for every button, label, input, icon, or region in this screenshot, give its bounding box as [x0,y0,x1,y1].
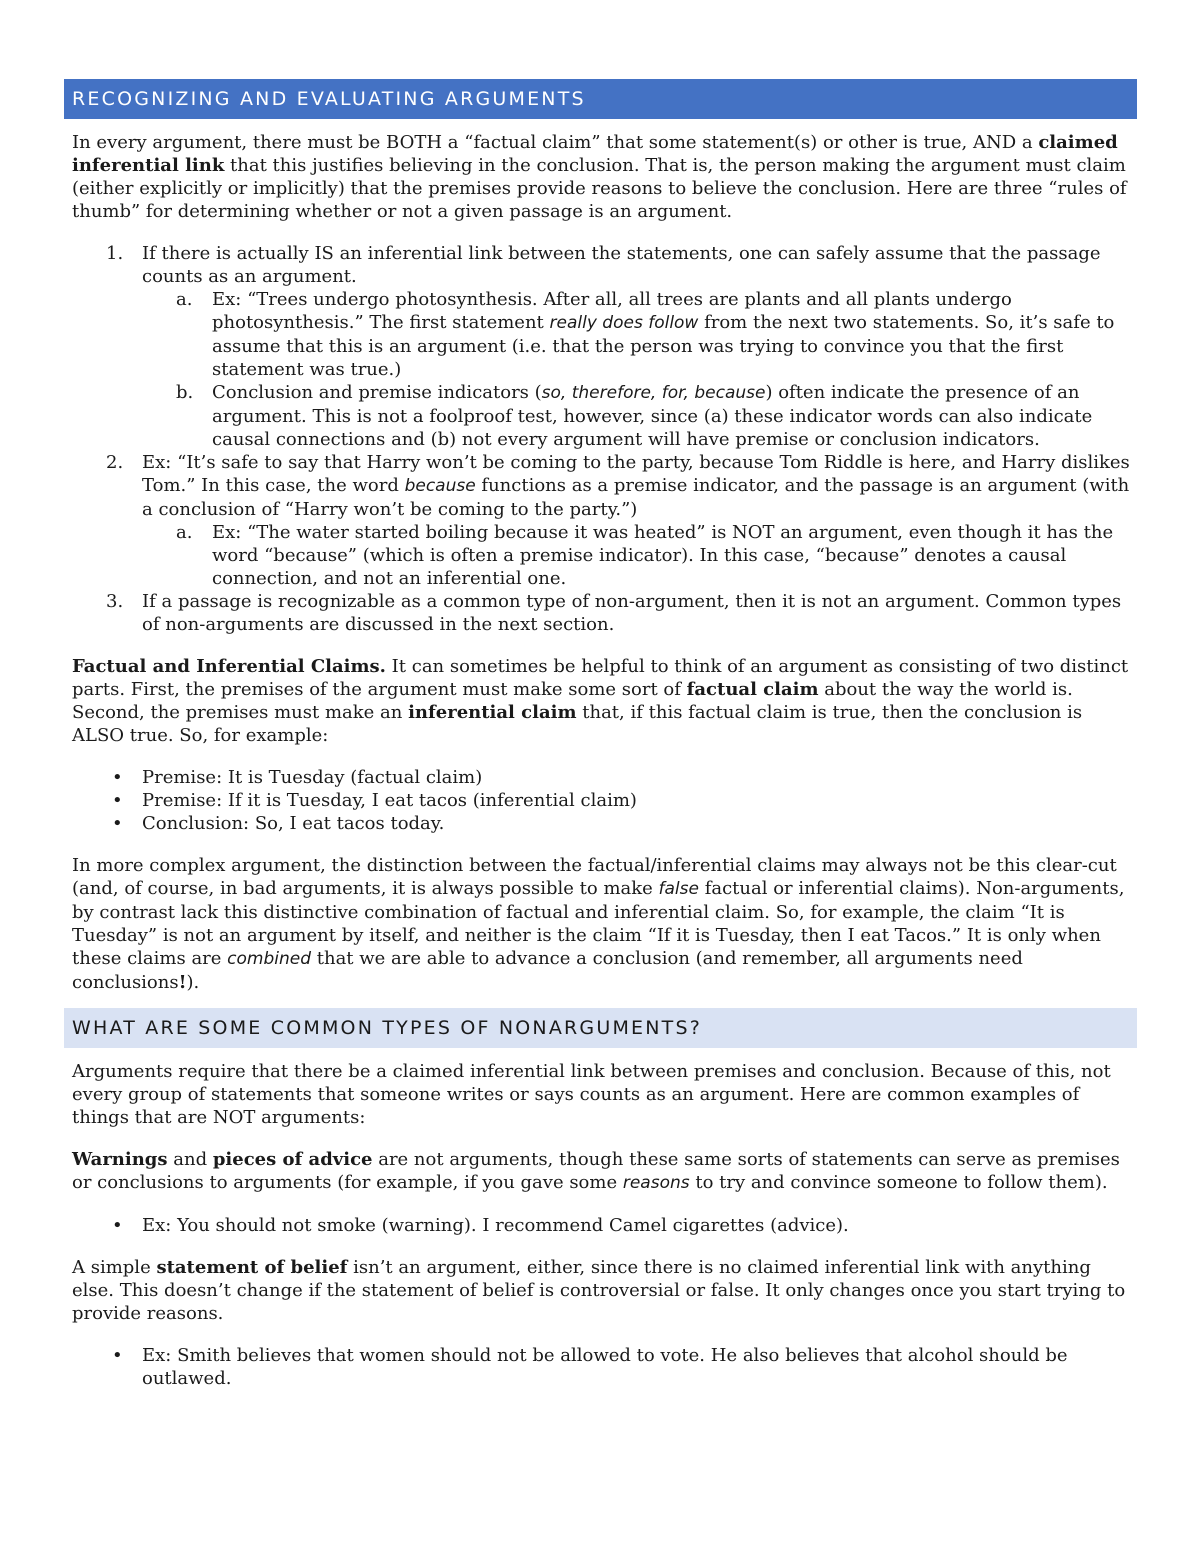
warning-example-list [64,1214,1137,1237]
rule-1a-emphasis: really does follow [549,313,699,333]
belief-example-list [64,1344,1137,1390]
list-item [64,1214,1137,1237]
intro-text-2: that this justifies believing in the conclusion. That is, the person making the argument must claim (either explicitly or implicitly) that the premises provide reasons to believe the conclusion. Here are three “rules of thumb” for determining whether or not a given passage is an argument. [72,155,1127,222]
rule-3-text: If a passage is recognizable as a common type of non-argument, then it is not an argument. Common types of non-arguments are discussed in the next section. [142,591,1122,635]
rule-2-text-1: Ex: “It’s safe to say that Harry won’t be coming to the party, because Tom Riddle is here, and Harry dislikes Tom.” In this case, the word [142,452,1130,496]
intro-bold: claimed inferential link [72,132,1118,176]
rule-1b-emphasis: so, therefore, for, because [541,383,766,403]
rule-1-text: If there is actually IS an inferential link between the statements, one can safely assume that the passage counts as an argument. [142,243,1101,287]
rule-2-sub-a [64,521,1137,590]
rule-2a-text: Ex: “The water started boiling because it was heated” is NOT an argument, even though it has the word “because” (which is often a premise indicator). In this case, “because” denotes a causal connection, and not an inferential one. [212,522,1114,589]
rules-of-thumb-list [64,242,1137,636]
list-marker: 1. [106,243,124,264]
bullet-icon: • [112,790,123,811]
rule-1b-text-2: ) often indicate the presence of an argument. This is not a foolproof test, however, since (a) these indicator words can also indicate causal connections and (b) not every argument will have premise or conclusion indicators. [212,382,1093,450]
factual-text-3: that, if this factual claim is true, then the conclusion is ALSO true. So, for example: [72,702,1083,746]
factual-inferential-paragraph [64,655,1137,747]
bullet-icon: • [112,767,123,788]
list-marker: a. [176,289,193,310]
rule-1 [64,242,1137,288]
belief-paragraph [64,1256,1137,1325]
complex-emphasis-1: false [658,879,699,899]
advice-bold: pieces of advice [212,1149,373,1170]
rule-1-sub-a [64,288,1137,381]
belief-text-1: A simple [72,1257,157,1278]
belief-text-2: isn’t an argument, either, since there is no claimed inferential link with anything else. This doesn’t change if the statement of belief is controversial or false. It only changes once you start trying to provide reasons. [72,1257,1126,1324]
rule-2-emphasis: because [404,476,476,496]
bullet-text: Ex: You should not smoke (warning). I recommend Camel cigarettes (advice). [142,1215,849,1236]
list-item [64,812,1137,835]
complex-text-4: ). [186,972,200,993]
section-heading-recognizing: RECOGNIZING AND EVALUATING ARGUMENTS [64,79,1137,119]
list-marker: b. [176,382,194,403]
factual-bold-3: inferential claim [408,702,577,723]
bullet-icon: • [112,813,123,834]
warnings-text-3: to try and convince someone to follow them). [689,1172,1108,1193]
complex-argument-paragraph [64,854,1137,994]
bullet-text: Ex: Smith believes that women should not be allowed to vote. He also believes that alcohol should be outlawed. [142,1345,1068,1389]
bullet-text: Premise: If it is Tuesday, I eat tacos (inferential claim) [142,790,637,811]
list-item [64,1344,1137,1390]
rule-1b-text-1: Conclusion and premise indicators ( [212,382,542,403]
warnings-text-1: and [167,1149,213,1170]
factual-heading-bold: Factual and Inferential Claims. [72,656,386,677]
rule-2 [64,451,1137,521]
factual-bold-2: factual claim [686,679,819,700]
belief-bold: statement of belief [156,1257,348,1278]
complex-text-1: In more complex argument, the distinction between the factual/inferential claims may always not be this clear-cut (and, of course, in bad arguments, it is always possible to make [72,855,1117,899]
complex-text-2: factual or inferential claims). Non-arguments, by contrast lack this distinctive combination of factual and inferential claim. So, for example, the claim “It is Tuesday” is not an argument by itself, and neither is the claim “If it is Tuesday, then I eat Tacos.” It is only when these claims are [72,878,1125,969]
warnings-paragraph [64,1148,1137,1195]
list-item [64,789,1137,812]
bullet-icon: • [112,1215,123,1236]
factual-text-2: about the way the world is. Second, the premises must make an [72,679,1073,723]
list-marker: a. [176,522,193,543]
list-item [64,766,1137,789]
warnings-bold: Warnings [72,1149,168,1170]
complex-bold: ! [178,972,187,993]
document-page [64,79,1137,1390]
nonarguments-intro: Arguments require that there be a claimed inferential link between premises and conclusion. Because of this, not every group of statements that someone writes or says counts as an argument. Here are common examples of things that are NOT arguments: [72,1061,1111,1128]
complex-text-3: that we are able to advance a conclusion (and remember, all arguments need conclusions [72,948,1023,993]
warnings-text-2: are not arguments, though these same sorts of statements can serve as premises or conclusions to arguments (for example, if you gave some [72,1149,1120,1193]
rule-3 [64,590,1137,636]
intro-paragraph [64,131,1137,223]
example-bullet-list [64,766,1137,835]
bullet-text: Conclusion: So, I eat tacos today. [142,813,445,834]
section-heading-nonarguments: WHAT ARE SOME COMMON TYPES OF NONARGUMENTS? [64,1008,1137,1048]
intro-text-1: In every argument, there must be BOTH a “factual claim” that some statement(s) or other is true, AND a [72,132,1039,153]
complex-emphasis-2: combined [227,949,312,969]
factual-text-1: It can sometimes be helpful to think of an argument as consisting of two distinct parts. First, the premises of the argument must make some sort of [72,656,1129,700]
list-marker: 3. [106,591,124,612]
list-marker: 2. [106,452,124,473]
bullet-icon: • [112,1345,123,1366]
bullet-text: Premise: It is Tuesday (factual claim) [142,767,483,788]
rule-1-sub-b [64,381,1137,451]
rule-1a-text-2: from the next two statements. So, it’s safe to assume that this is an argument (i.e. that the person was trying to convince you that the first statement was true.) [212,312,1115,380]
rule-1a-text-1: Ex: “Trees undergo photosynthesis. After all, all trees are plants and all plants undergo photosynthesis.” The first statement [212,289,1012,333]
rule-2-text-2: functions as a premise indicator, and the passage is an argument (with a conclusion of “Harry won’t be coming to the party.”) [142,475,1130,520]
warnings-emphasis: reasons [622,1173,690,1193]
